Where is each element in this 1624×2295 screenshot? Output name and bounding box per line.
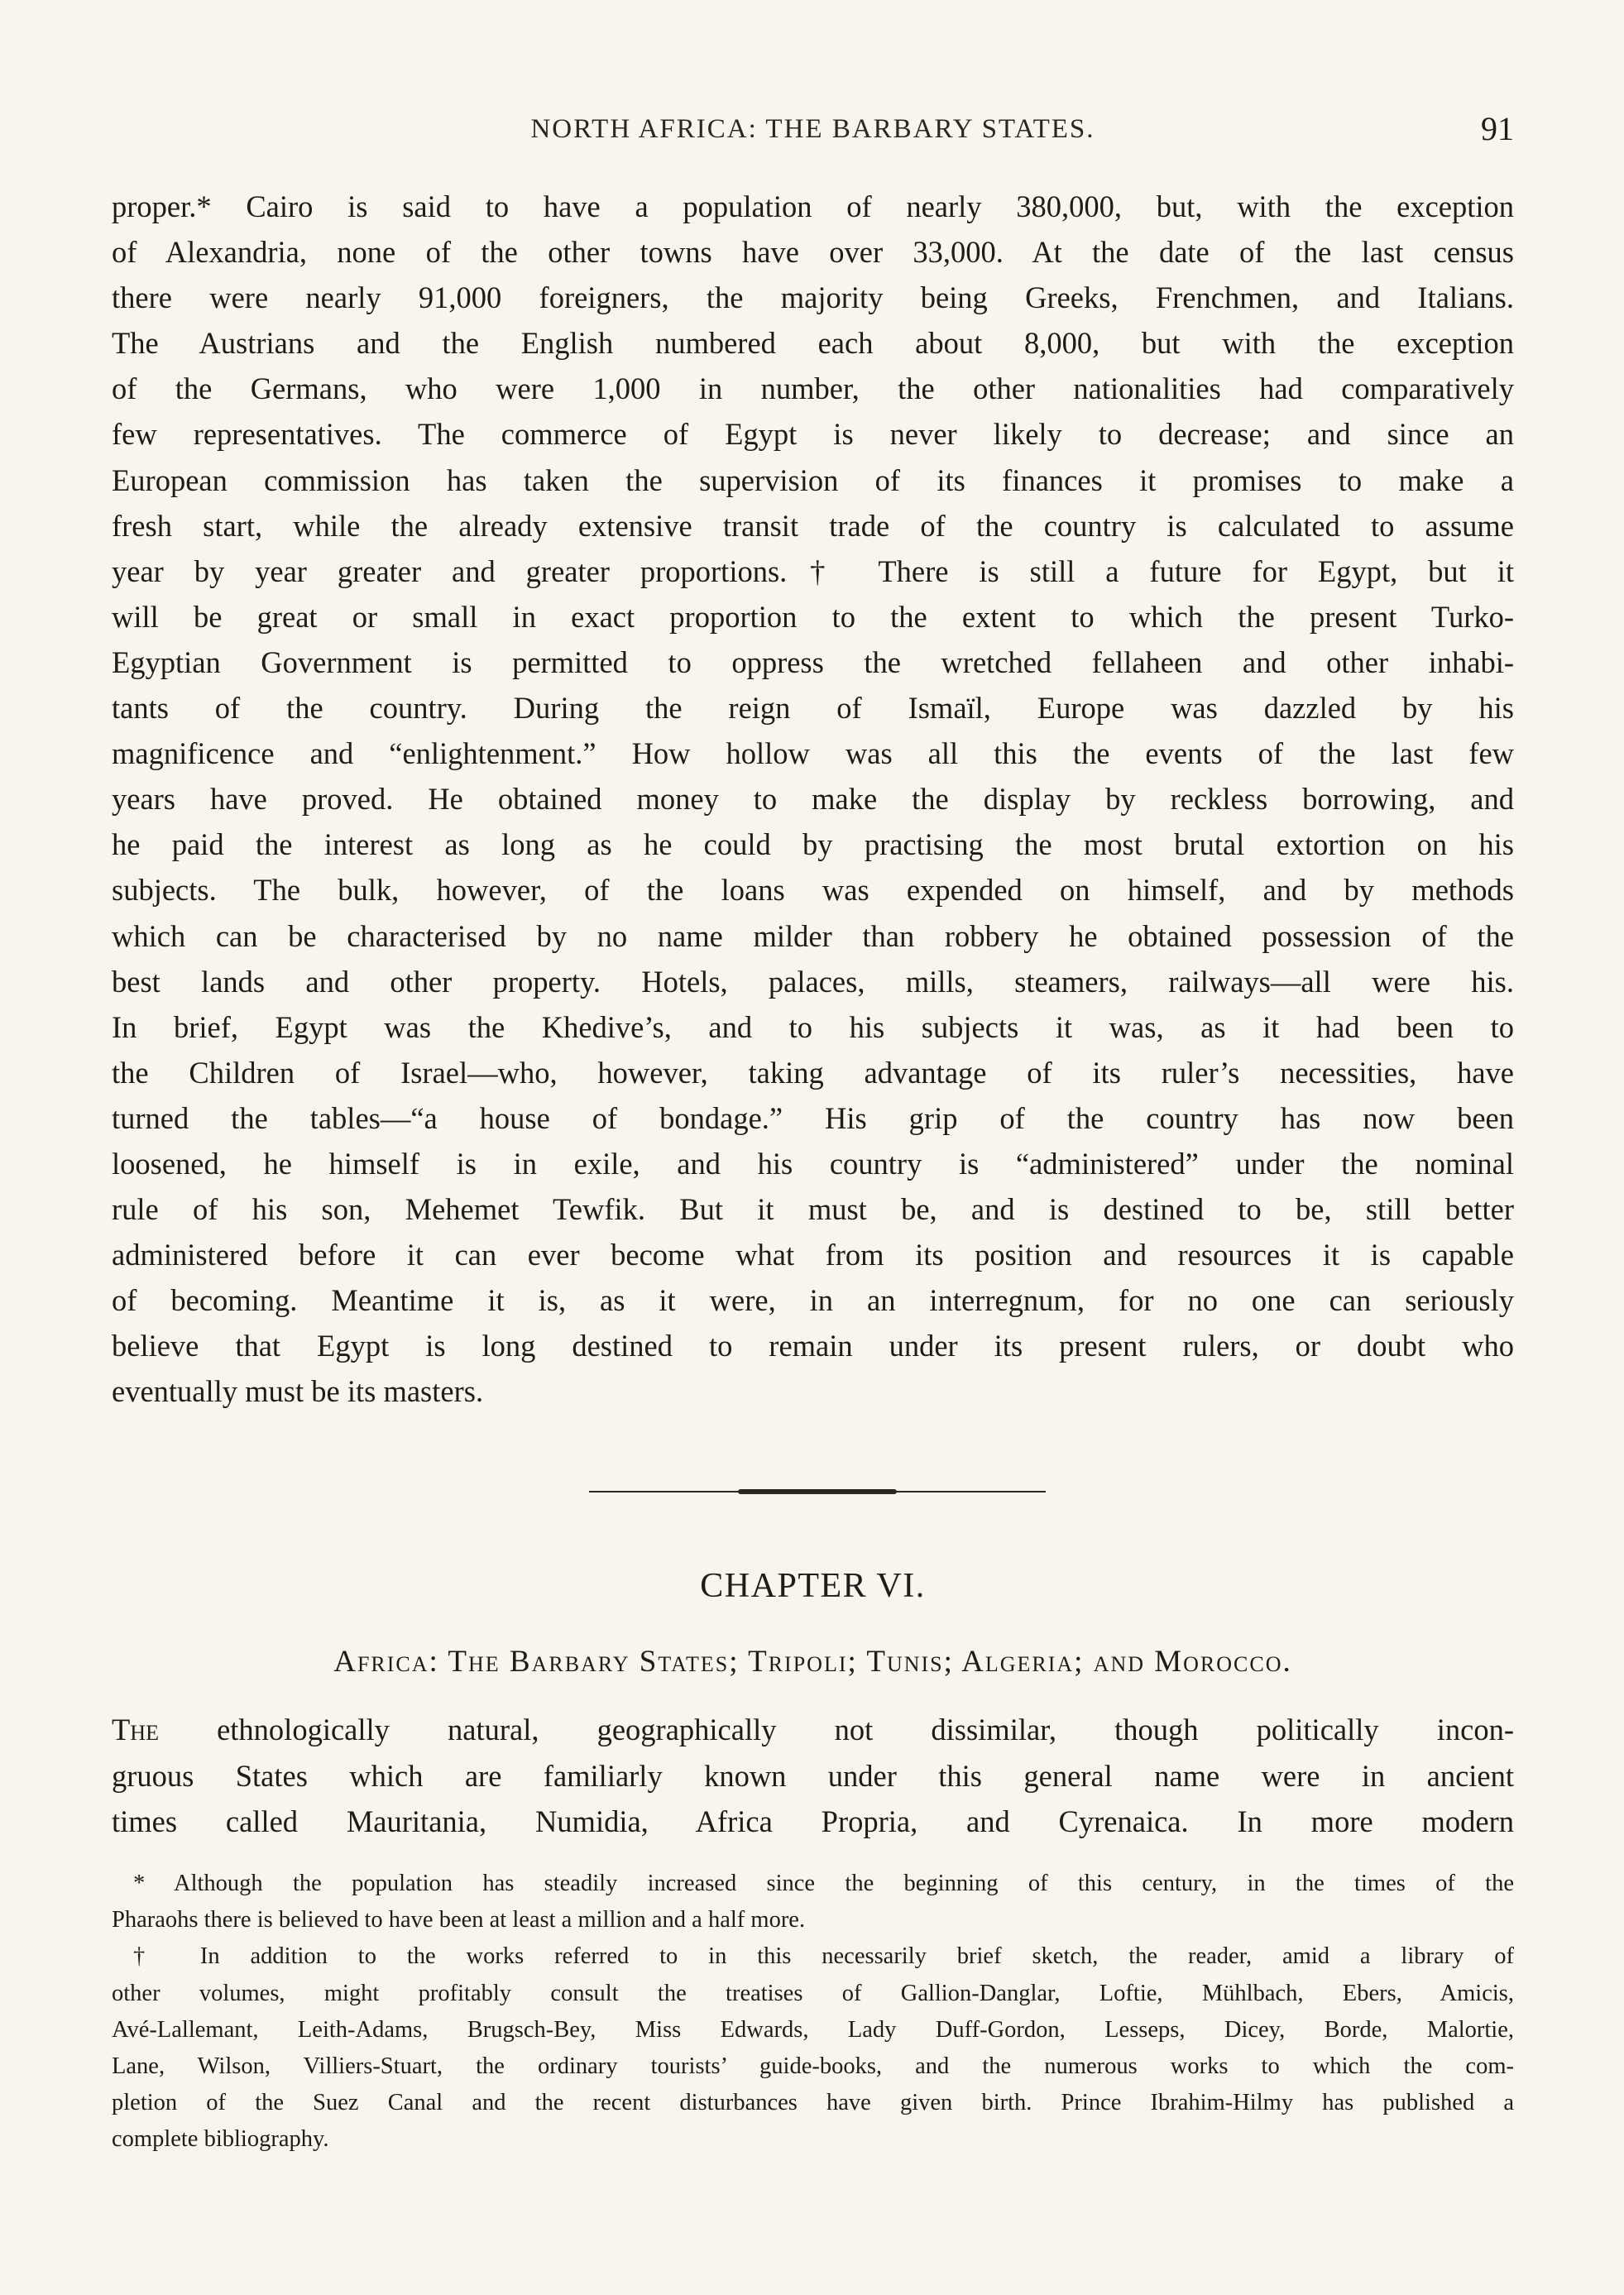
text-line: European commission has taken the supervision of its finances it promises to make a [112,462,1514,497]
text-line: tants of the country. During the reign of Ismaïl, Europe was dazzled by his [112,691,1514,726]
footnote-line: Pharaohs there is believed to have been at least a million and a half more. [112,1907,806,1933]
text-line: Egyptian Government is permitted to oppress the wretched fellaheen and other inhabi- [112,644,1514,679]
text-line: which can be characterised by no name milder than robbery he obtained possession of the [112,918,1514,953]
text-line: times called Mauritania, Numidia, Africa Propria, and Cyrenaica. In more modern [112,1804,1514,1838]
text-line-rest: ethnologically natural, geographically not dissimilar, though politically incon- [158,1713,1514,1746]
text-line: few representatives. The commerce of Egypt is never likely to decrease; and since an [112,417,1514,452]
text-line: rule of his son, Mehemet Tewfik. But it must be, and is destined to be, still better [112,1192,1514,1227]
text-line: The Austrians and the English numbered each about 8,000, but with the exception [112,326,1514,361]
text-line: turned the tables—“a house of bondage.” His grip of the country has now been [112,1100,1514,1135]
divider-center-swell [738,1489,897,1494]
text-line: there were nearly 91,000 foreigners, the majority being Greeks, Frenchmen, and Italians. [112,280,1514,315]
text-line [112,1707,1514,1753]
text-line: administered before it can ever become what from its position and resources it is capable [112,1238,1514,1272]
footnotes [112,1866,1514,2158]
footnote-line: * Although the population has steadily increased since the beginning of this century, in the times of the [133,1871,1514,1896]
chapter-opening-paragraph [112,1707,1514,1845]
text-line: proper.* Cairo is said to have a population of nearly 380,000, but, with the exception [112,189,1514,223]
chapter-heading: CHAPTER VI. [700,1567,926,1605]
text-line: of becoming. Meantime it is, as it were, in an interregnum, for no one can seriously [112,1283,1514,1318]
text-line: eventually must be its masters. [112,1374,484,1409]
footnote-line: other volumes, might profitably consult the treatises of Gallion-Danglar, Loftie, Mühlbach, Ebers, Amicis, [112,1980,1514,2006]
text-line: gruous States which are familiarly known under this general name were in ancient [112,1758,1514,1793]
text-line: years have proved. He obtained money to make the display by reckless borrowing, and [112,782,1514,817]
chapter-subtitle: Africa: The Barbary States; Tripoli; Tunis; Algeria; and Morocco. [333,1645,1292,1679]
section-divider [589,1489,1046,1494]
text-line: he paid the interest as long as he could by practising the most brutal extortion on his [112,827,1514,862]
footnote-line: pletion of the Suez Canal and the recent disturbances have given birth. Prince Ibrahim-Hilmy has published a [112,2090,1514,2116]
text-line: believe that Egypt is long destined to remain under its present rulers, or doubt who [112,1329,1514,1363]
text-line: will be great or small in exact proportion to the extent to which the present Turko- [112,599,1514,634]
text-line: subjects. The bulk, however, of the loans was expended on himself, and by methods [112,873,1514,908]
footnote-line: † In addition to the works referred to in this necessarily brief sketch, the reader, amid a library of [133,1943,1514,1970]
text-line: of Alexandria, none of the other towns have over 33,000. At the date of the last census [112,235,1514,270]
text-line: the Children of Israel—who, however, taking advantage of its ruler’s necessities, have [112,1055,1514,1090]
text-line: fresh start, while the already extensive transit trade of the country is calculated to assume [112,508,1514,543]
running-head [112,109,1514,151]
footnote-line: Lane, Wilson, Villiers-Stuart, the ordinary tourists’ guide-books, and the numerous works to which the com- [112,2053,1514,2080]
body-paragraph [112,184,1514,1415]
footnote-line: complete bibliography. [112,2126,329,2153]
footnote-line: Avé-Lallemant, Leith-Adams, Brugsch-Bey, Miss Edwards, Lady Duff-Gordon, Lesseps, Dicey, Borde, Malortie, [112,2016,1514,2043]
text-line: year by year greater and greater proportions.† There is still a future for Egypt, but it [112,553,1514,588]
page-number: 91 [1481,110,1514,147]
running-title: NORTH AFRICA: THE BARBARY STATES. [530,114,1095,144]
text-line: In brief, Egypt was the Khedive’s, and to his subjects it was, as it had been to [112,1009,1514,1044]
text-line: best lands and other property. Hotels, palaces, mills, steamers, railways—all were his. [112,964,1514,999]
lead-word: The [112,1713,159,1746]
text-line: loosened, he himself is in exile, and his country is “administered” under the nominal [112,1146,1514,1181]
text-line: of the Germans, who were 1,000 in number, the other nationalities had comparatively [112,371,1514,406]
text-line: magnificence and “enlightenment.” How hollow was all this the events of the last few [112,736,1514,771]
